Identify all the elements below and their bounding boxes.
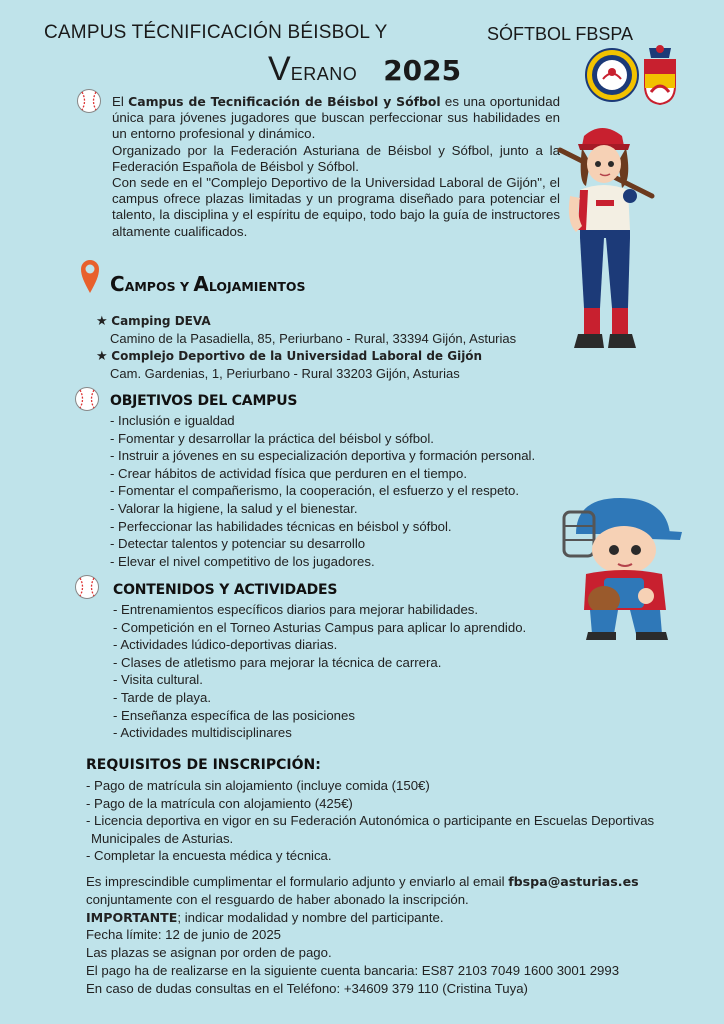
contact-email: fbspa@asturias.es — [508, 874, 639, 889]
location-item — [96, 347, 482, 382]
list-item: - Detectar talentos y potenciar su desarrollo — [110, 536, 366, 552]
deadline-text: Fecha límite: 12 de junio de 2025 — [86, 927, 282, 943]
location-name: Complejo Deportivo de la Universidad Laboral de Gijón — [111, 349, 483, 363]
list-item: - Licencia deportiva en vigor en su Federación Autonómica o participante en Escuelas Deportivas — [86, 813, 655, 829]
title-left: CAMPUS TÉCNIFICACIÓN BÉISBOL Y — [44, 22, 388, 43]
list-item: - Instruir a jóvenes en su especialización deportiva y formación personal. — [110, 448, 536, 464]
list-item: - Pago de matrícula sin alojamiento (incluye comida (150€) — [86, 778, 430, 793]
campos-heading — [110, 272, 306, 296]
objetivos-heading: OBJETIVOS DEL CAMPUS — [110, 393, 298, 409]
spanish-federation-crest-logo — [641, 44, 679, 106]
list-item: - Inclusión e igualdad — [110, 413, 235, 428]
contenidos-heading: CONTENIDOS Y ACTIVIDADES — [113, 582, 338, 598]
list-item: - Clases de atletismo para mejorar la técnica de carrera. — [113, 654, 442, 670]
campos-heading-1: AMPOS Y — [124, 279, 194, 294]
order-text: Las plazas se asignan por orden de pago. — [86, 945, 332, 961]
list-item: - Competición en el Torneo Asturias Campus para aplicar lo aprendido. — [113, 619, 527, 635]
list-item: - Actividades multidisciplinares — [113, 725, 292, 741]
location-address: Cam. Gardenias, 1, Periurbano - Rural 33203 Gijón, Asturias — [110, 366, 460, 381]
location-address: Camino de la Pasadiella, 85, Periurbano - Rural, 33394 Gijón, Asturias — [110, 331, 517, 346]
list-item: - Fomentar el compañerismo, la cooperación, el esfuerzo y el respeto. — [110, 483, 520, 499]
baseball-icon — [74, 386, 100, 412]
verano-initial: V — [268, 50, 291, 88]
requisitos-list — [86, 777, 686, 865]
contenidos-list — [113, 601, 526, 742]
bank-account-text: El pago ha de realizarse en la siguiente cuenta bancaria: ES87 2103 7049 1600 3001 2993 — [86, 962, 620, 978]
year: 2025 — [383, 54, 462, 87]
list-item: - Visita cultural. — [113, 672, 203, 688]
location-item — [96, 312, 516, 347]
campos-heading-a: A — [193, 272, 209, 296]
location-pin-icon — [80, 258, 100, 294]
intro-p1-pre: El — [112, 94, 129, 109]
list-item: - Valorar la higiene, la salud y el bienestar. — [110, 500, 358, 516]
intro-p2: Organizado por la Federación Asturiana de Béisbol y Sófbol, junto a la Federación Española de Béisbol y Sófbol. — [112, 142, 560, 174]
list-item: - Elevar el nivel competitivo de los jugadores. — [110, 553, 375, 569]
list-item: - Perfeccionar las habilidades técnicas en béisbol y sófbol. — [110, 518, 452, 534]
list-item: Municipales de Asturias. — [91, 830, 234, 846]
federation-seal-logo — [585, 48, 639, 102]
baseball-icon — [76, 88, 102, 114]
star-icon: ★ — [96, 313, 108, 328]
footer-info — [86, 873, 686, 998]
list-item: - Fomentar y desarrollar la práctica del béisbol y sófbol. — [110, 430, 434, 446]
intro-campus-name: Campus de Tecnificación de Béisbol y Sófbol — [128, 94, 441, 109]
list-item: - Completar la encuesta médica y técnica. — [86, 848, 332, 864]
campos-heading-2: LOJAMIENTOS — [208, 279, 306, 294]
star-icon: ★ — [96, 348, 108, 363]
baseball-icon — [74, 574, 100, 600]
title-right: SÓFTBOL FBSPA — [487, 24, 634, 44]
list-item: - Actividades lúdico-deportivas diarias. — [113, 637, 338, 653]
location-name: Camping DEVA — [111, 314, 211, 328]
baseball-catcher-illustration — [562, 494, 686, 642]
important-text: ; indicar modalidad y nombre del participante. — [177, 909, 444, 925]
list-item: - Tarde de playa. — [113, 689, 211, 705]
intro-p3: Con sede en el "Complejo Deportivo de la Universidad Laboral de Gijón", el campus ofrece plazas limitadas y un programa diseñado para potenciar el talento, la disciplina y el espíritu de equipo, todo bajo la guía de instructores altamente cualificados. — [112, 175, 560, 239]
requisitos-heading: REQUISITOS DE INSCRIPCIÓN: — [86, 757, 321, 773]
contact-phone-text: En caso de dudas consultas en el Teléfono: +34609 379 110 (Cristina Tuya) — [86, 980, 528, 996]
footer-line-2: conjuntamente con el resguardo de haber abonado la inscripción. — [86, 891, 469, 907]
verano-rest: ERANO — [290, 64, 358, 84]
intro-text — [112, 94, 560, 240]
objetivos-list — [110, 412, 535, 570]
important-label: IMPORTANTE — [86, 909, 178, 925]
list-item: - Pago de la matrícula con alojamiento (425€) — [86, 795, 353, 811]
campos-heading-c: C — [110, 272, 125, 296]
footer-line-1: Es imprescindible cumplimentar el formulario adjunto y enviarlo al email — [86, 874, 509, 889]
list-item: - Entrenamientos específicos diarios para mejorar habilidades. — [113, 602, 479, 617]
subtitle-verano — [268, 50, 461, 89]
list-item: - Enseñanza específica de las posiciones — [113, 707, 355, 723]
softball-player-illustration — [556, 122, 656, 358]
list-item: - Crear hábitos de actividad física que perduren en el tiempo. — [110, 465, 467, 481]
intro-p1-post: es una oportunidad única para jóvenes jugadores que buscan perfeccionar sus habilidades en un entorno profesional y dinámico. — [112, 94, 560, 142]
